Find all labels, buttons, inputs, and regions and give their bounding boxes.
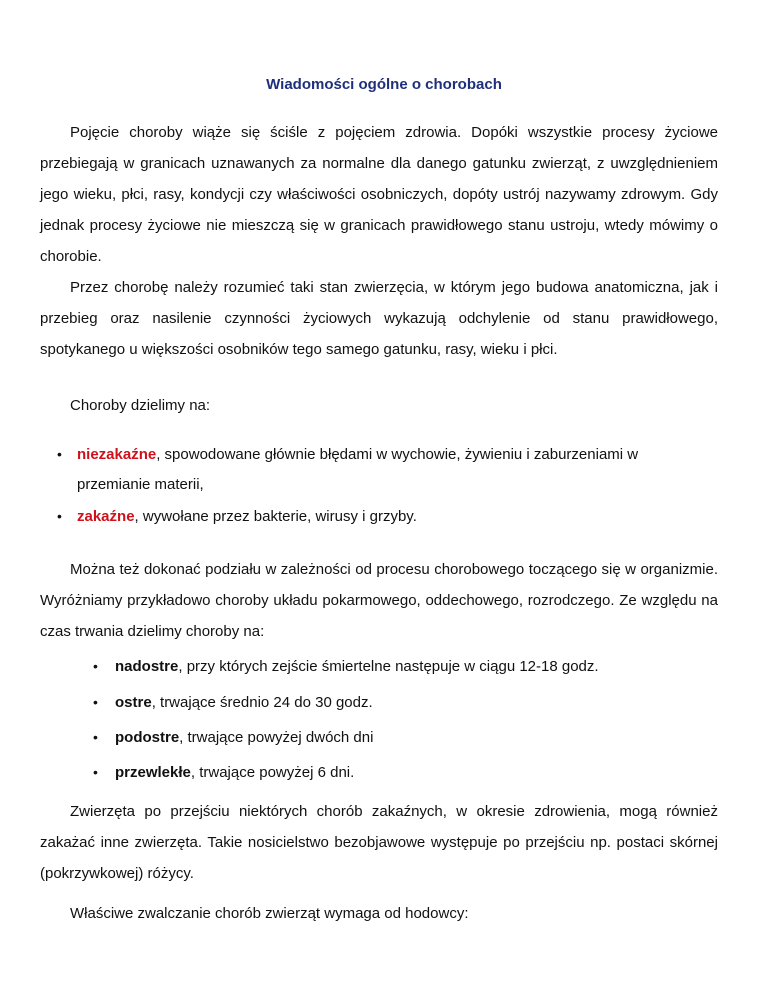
bullet-icon: • bbox=[57, 446, 62, 462]
bullet-icon: • bbox=[93, 658, 98, 674]
list-item-duration bbox=[115, 729, 373, 746]
list-item-noninfectious bbox=[77, 446, 638, 463]
list-item-text: , przy których zejście śmiertelne następuje w ciągu 12-18 godz. bbox=[178, 658, 599, 675]
paragraph-disease-definition: Przez chorobę należy rozumieć taki stan zwierzęcia, w którym jego budowa anatomiczna, jak i przebieg oraz nasilenie czynności życiowych wykazują odchylenie od stanu prawidłowego, spotykanego u większości osobników tego samego gatunku, rasy, wieku i płci. bbox=[40, 279, 718, 358]
list-item-text: , trwające powyżej dwóch dni bbox=[179, 729, 374, 746]
paragraph-health-definition: Pojęcie choroby wiąże się ściśle z pojęciem zdrowia. Dopóki wszystkie procesy życiowe przebiegają w granicach uznawanych za normalne dla danego gatunku zwierząt, z uwzględnieniem jego wieku, płci, rasy, kondycji czy właściwości osobniczych, dopóty ustrój nazywamy zdrowym. Gdy jednak procesy życiowe nie mieszczą się w granicach prawidłowego stanu ustroju, wtedy mówimy o chorobie. bbox=[40, 124, 718, 265]
list-item-text: , trwające powyżej 6 dni. bbox=[190, 764, 355, 781]
list-item-continuation: przemianie materii, bbox=[77, 476, 204, 493]
list-item-text: , wywołane przez bakterie, wirusy i grzyby. bbox=[134, 508, 417, 525]
list-item-infectious bbox=[77, 508, 417, 525]
bullet-icon: • bbox=[57, 508, 62, 524]
list-item-text: , trwające średnio 24 do 30 godz. bbox=[151, 694, 373, 711]
bullet-icon: • bbox=[93, 694, 98, 710]
term-duration: nadostre bbox=[115, 658, 179, 675]
term-noninfectious: niezakaźne bbox=[77, 446, 157, 463]
bullet-icon: • bbox=[93, 729, 98, 745]
list-item-duration bbox=[115, 694, 373, 711]
paragraph-control-intro: Właściwe zwalczanie chorób zwierząt wymaga od hodowcy: bbox=[70, 905, 469, 922]
list-item-duration bbox=[115, 658, 599, 675]
paragraph-carriers: Zwierzęta po przejściu niektórych chorób zakaźnych, w okresie zdrowienia, mogą również zakażać inne zwierzęta. Takie nosicielstwo bezobjawowe występuje po przejściu np. postaci skórnej (pokrzywkowej) różycy. bbox=[40, 803, 718, 882]
term-duration: podostre bbox=[115, 729, 180, 746]
page-title: Wiadomości ogólne o chorobach bbox=[266, 76, 502, 93]
bullet-icon: • bbox=[93, 764, 98, 780]
paragraph-process-division: Można też dokonać podziału w zależności od procesu chorobowego toczącego się w organizmie. Wyróżniamy przykładowo choroby układu pokarmowego, oddechowego, rozrodczego. Ze względu na czas trwania dzielimy choroby na: bbox=[40, 561, 718, 640]
list-item-duration bbox=[115, 764, 354, 781]
paragraph-classification-intro: Choroby dzielimy na: bbox=[70, 397, 211, 414]
term-infectious: zakaźne bbox=[77, 508, 135, 525]
list-item-text: , spowodowane głównie błędami w wychowie, żywieniu i zaburzeniami w bbox=[156, 446, 639, 463]
term-duration: przewlekłe bbox=[115, 764, 191, 781]
term-duration: ostre bbox=[115, 694, 152, 711]
